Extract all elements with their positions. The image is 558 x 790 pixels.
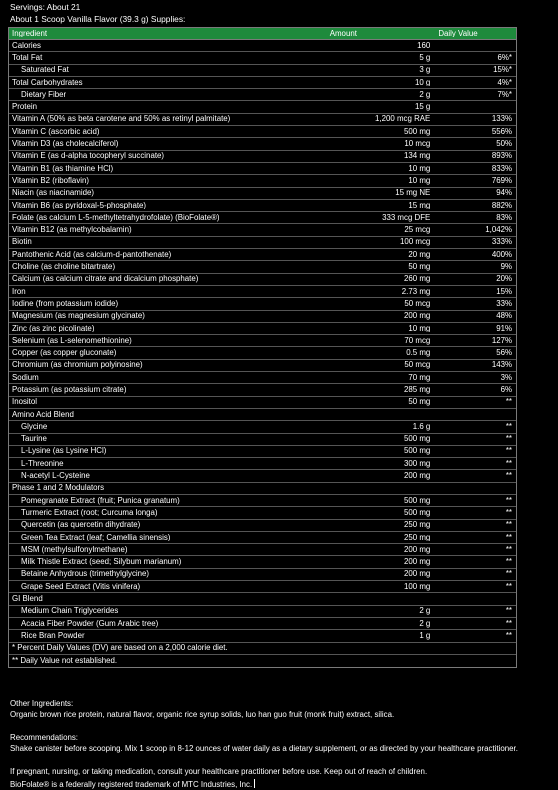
table-row [9,470,516,482]
amount-cell: 3 g [419,66,431,75]
daily-value-cell: 400% [491,250,512,259]
footnote-row [9,655,516,667]
ingredient-cell: N-acetyl L-Cysteine [21,472,90,480]
ingredient-cell: Total Fat [12,53,43,62]
amount-cell: 500 mg [403,127,431,136]
daily-value-cell: 769% [491,176,512,185]
daily-value-cell: ** [505,398,512,407]
ingredient-cell: Selenium (as L-selenomethionine) [12,336,132,345]
amount-cell: 2.73 mg [401,287,431,296]
table-row [9,224,516,236]
ingredient-cell: Vitamin B1 (as thiamine HCl) [12,164,114,173]
amount-cell: 200 mg [404,472,431,480]
column-header-amount: Amount [329,29,357,38]
amount-cell: 285 mg [403,386,431,394]
daily-value-cell: 15% [496,287,512,296]
table-row [9,458,516,470]
ingredient-cell: Iron [12,287,26,296]
amount-cell: 1 g [419,631,431,640]
amount-cell: 260 mg [403,275,431,284]
daily-value-cell: ** [505,459,513,468]
ingredient-cell: Milk Thistle Extract (seed; Silybum marianum) [21,558,182,567]
table-row [9,606,516,618]
table-row [9,446,516,458]
table-row [9,151,516,163]
daily-value-cell: 91% [496,324,512,333]
ingredient-cell: Vitamin B2 (riboflavin) [12,176,90,185]
table-row [9,52,516,64]
ingredient-cell: Iodine (from potassium iodide) [12,299,119,308]
amount-cell: 333 mcg DFE [382,213,431,222]
ingredient-cell: Pomegranate Extract (fruit; Punica granatum) [21,496,180,505]
daily-value-cell: ** [505,422,513,431]
amount-cell: 10 g [414,78,431,87]
daily-value-cell: 556% [491,127,512,136]
table-row [9,630,516,642]
ingredient-cell: Zinc (as zinc picolinate) [12,324,95,333]
servings-label: Servings: About 21 [10,2,81,12]
table-row [9,483,516,495]
table-header-row [9,28,516,40]
other-ingredients-text: Organic brown rice protein, natural flavor, organic rice syrup solids, luo han guo fruit (monk fruit) extract, silica. [10,710,395,719]
amount-cell: 10 mg [408,176,431,185]
column-header-ingredient: Ingredient [12,29,48,38]
daily-value-cell: 94% [496,189,512,198]
daily-value-cell: 143% [491,361,512,370]
amount-cell: 134 mg [403,152,431,161]
amount-cell: 100 mcg [400,238,431,247]
amount-cell: 250 mg [404,533,431,542]
amount-cell: 100 mg [404,582,431,591]
ingredient-cell: Vitamin B6 (as pyridoxal-5-phosphate) [12,201,147,210]
amount-cell: 0.5 mg [406,349,431,358]
table-row [9,212,516,224]
table-row [9,593,516,605]
table-row [9,126,516,138]
ingredient-cell: Acacia Fiber Powder (Gum Arabic tree) [21,619,159,628]
daily-value-cell: 133% [491,115,512,124]
table-row [9,101,516,113]
table-row [9,298,516,310]
table-row [9,347,516,359]
daily-value-cell: 48% [496,312,512,321]
footnote-row [9,643,516,655]
ingredient-cell: Potassium (as potassium citrate) [12,386,127,394]
daily-value-cell: ** [505,607,513,616]
ingredient-cell: Total Carbohydrates [12,78,83,87]
table-row [9,163,516,175]
ingredient-cell: Folate (as calcium L-5-methyltetrahydrofolate) (BioFolate®) [12,213,220,222]
table-body [9,40,516,667]
daily-value-cell: 833% [491,164,512,173]
ingredient-cell: Grape Seed Extract (Vitis vinifera) [21,582,141,591]
daily-value-cell: 893% [491,152,512,161]
serving-size-label: About 1 Scoop Vanilla Flavor (39.3 g) Supplies: [10,14,186,24]
daily-value-cell: 83% [496,213,512,222]
amount-cell: 500 mg [404,435,431,444]
warning-text: If pregnant, nursing, or taking medication, consult your healthcare practitioner before use. Keep out of reach of children. [10,767,428,776]
table-row [9,65,516,77]
amount-cell: 5 g [419,53,431,62]
ingredient-cell: Rice Bran Powder [21,631,85,640]
ingredient-cell: MSM (methylsulfonylmethane) [21,545,128,554]
table-row [9,556,516,568]
amount-cell: 10 mg [408,324,431,333]
daily-value-cell: ** [505,508,513,517]
supplement-facts-table [8,27,517,668]
ingredient-cell: Quercetin (as quercetin dihydrate) [21,521,141,530]
amount-cell: 200 mg [404,570,431,579]
amount-cell: 200 mg [404,545,431,554]
table-row [9,249,516,261]
ingredient-cell: Magnesium (as magnesium glycinate) [12,312,145,321]
table-row [9,520,516,532]
daily-value-cell: ** [505,570,513,579]
table-row [9,89,516,101]
daily-value-cell: ** [505,582,513,591]
ingredient-cell: Calories [12,41,41,50]
table-row [9,175,516,187]
footnote-text: * Percent Daily Values (DV) are based on a 2,000 calorie diet. [12,644,228,653]
daily-value-cell: ** [505,533,513,542]
daily-value-cell: 9% [500,263,512,271]
ingredient-cell: Amino Acid Blend [12,410,74,419]
trademark-line [10,779,255,789]
ingredient-cell: Vitamin B12 (as methylcobalamin) [12,226,132,235]
amount-cell: 2 g [419,90,431,99]
daily-value-cell: 50% [496,140,512,148]
table-row [9,569,516,581]
daily-value-cell: 56% [496,349,512,358]
daily-value-cell: 1,042% [485,226,512,235]
table-row [9,532,516,544]
recommendations-text: Shake canister before scooping. Mix 1 scoop in 8-12 ounces of water daily as a dietary supplement, or as directed by your healthcare practitioner. [10,744,518,753]
amount-cell: 250 mg [404,521,431,530]
amount-cell: 300 mg [404,459,431,468]
amount-cell: 50 mcg [404,299,431,308]
ingredient-cell: Copper (as copper gluconate) [12,349,117,358]
table-row [9,323,516,335]
table-row [9,495,516,507]
ingredient-cell: Glycine [21,422,48,431]
daily-value-cell: ** [505,447,513,456]
table-row [9,397,516,409]
other-ingredients-heading: Other Ingredients: [10,699,74,708]
daily-value-cell: ** [505,435,513,444]
daily-value-cell: 15%* [493,66,513,75]
amount-cell: 10 mg [408,164,431,173]
daily-value-cell: ** [505,472,513,480]
amount-cell: 1.6 g [412,422,431,431]
ingredient-cell: Betaine Anhydrous (trimethylglycine) [21,570,150,579]
text-cursor [254,779,255,788]
table-row [9,384,516,396]
daily-value-cell: ** [505,521,513,530]
table-row [9,311,516,323]
trademark-text: BioFolate® is a federally registered trademark of MTC Industries, Inc. [10,780,253,789]
ingredient-cell: L-Threonine [21,459,64,468]
ingredient-cell: Turmeric Extract (root; Curcuma longa) [21,508,158,517]
amount-cell: 2 g [419,619,431,628]
amount-cell: 25 mcg [404,226,431,235]
daily-value-cell: ** [505,545,513,554]
table-row [9,114,516,126]
daily-value-cell: 33% [496,299,512,308]
ingredient-cell: Dietary Fiber [21,90,67,99]
amount-cell: 1,200 mcg RAE [375,115,431,124]
table-row [9,544,516,556]
amount-cell: 500 mg [404,447,431,456]
ingredient-cell: Inositol [12,398,38,407]
table-row [9,360,516,372]
ingredient-cell: Taurine [21,435,47,444]
recommendations-heading: Recommendations: [10,733,78,742]
amount-cell: 70 mg [408,373,431,382]
ingredient-cell: Vitamin A (50% as beta carotene and 50% as retinyl palmitate) [12,115,231,124]
amount-cell: 200 mg [403,312,431,321]
table-row [9,286,516,298]
table-row [9,274,516,286]
table-row [9,372,516,384]
ingredient-cell: L-Lysine (as Lysine HCl) [21,447,107,456]
amount-cell: 70 mcg [404,336,431,345]
daily-value-cell: 333% [491,238,512,247]
table-row [9,618,516,630]
ingredient-cell: Niacin (as niacinamide) [12,189,95,198]
amount-cell: 2 g [419,607,431,616]
ingredient-cell: Vitamin C (ascorbic acid) [12,127,100,136]
amount-cell: 50 mg [408,398,431,407]
table-row [9,188,516,200]
daily-value-cell: 6%* [497,53,512,62]
table-row [9,409,516,421]
ingredient-cell: Pantothenic Acid (as calcium-d-pantothenate) [12,250,172,259]
ingredient-cell: Green Tea Extract (leaf; Camellia sinensis) [21,533,171,542]
daily-value-cell: ** [505,558,513,567]
ingredient-cell: Phase 1 and 2 Modulators [12,484,105,493]
daily-value-cell: 6% [500,386,512,394]
table-row [9,421,516,433]
ingredient-cell: Protein [12,103,38,112]
ingredient-cell: Sodium [12,373,39,382]
daily-value-cell: 20% [496,275,512,284]
daily-value-cell: ** [505,496,513,505]
ingredient-cell: Saturated Fat [21,66,69,75]
ingredient-cell: Biotin [12,238,32,247]
table-row [9,507,516,519]
amount-cell: 500 mg [404,496,431,505]
table-row [9,200,516,212]
daily-value-cell: ** [505,619,513,628]
table-row [9,138,516,150]
amount-cell: 50 mg [408,263,431,271]
ingredient-cell: Chromium (as chromium polyinosine) [12,361,143,370]
amount-cell: 50 mcg [404,361,431,370]
ingredient-cell: Choline (as choline bitartrate) [12,263,116,271]
ingredient-cell: Calcium (as calcium citrate and dicalcium phosphate) [12,275,199,284]
table-row [9,77,516,89]
ingredient-cell: Vitamin E (as d-alpha tocopheryl succinate) [12,152,165,161]
footnote-text: ** Daily Value not established. [12,657,118,665]
table-row [9,335,516,347]
daily-value-cell: 7%* [497,90,513,99]
amount-cell: 500 mg [404,508,431,517]
daily-value-cell: 4%* [497,78,512,87]
amount-cell: 10 mcg [404,140,431,148]
amount-cell: 15 mg NE [395,189,431,198]
table-row [9,434,516,446]
table-row [9,237,516,249]
table-row [9,40,516,52]
table-row [9,581,516,593]
amount-cell: 20 mg [408,250,431,259]
daily-value-cell: 882% [491,201,512,210]
ingredient-cell: Medium Chain Triglycerides [21,607,119,616]
daily-value-cell: ** [505,631,513,640]
amount-cell: 160 [417,41,431,50]
ingredient-cell: Vitamin D3 (as cholecalciferol) [12,140,119,148]
table-row [9,261,516,273]
daily-value-cell: 127% [491,336,512,345]
ingredient-cell: GI Blend [12,595,43,603]
column-header-daily-value: Daily Value [438,29,478,38]
amount-cell: 15 mg [408,201,431,210]
amount-cell: 15 g [414,103,431,112]
daily-value-cell: 3% [500,373,512,382]
amount-cell: 200 mg [404,558,431,567]
